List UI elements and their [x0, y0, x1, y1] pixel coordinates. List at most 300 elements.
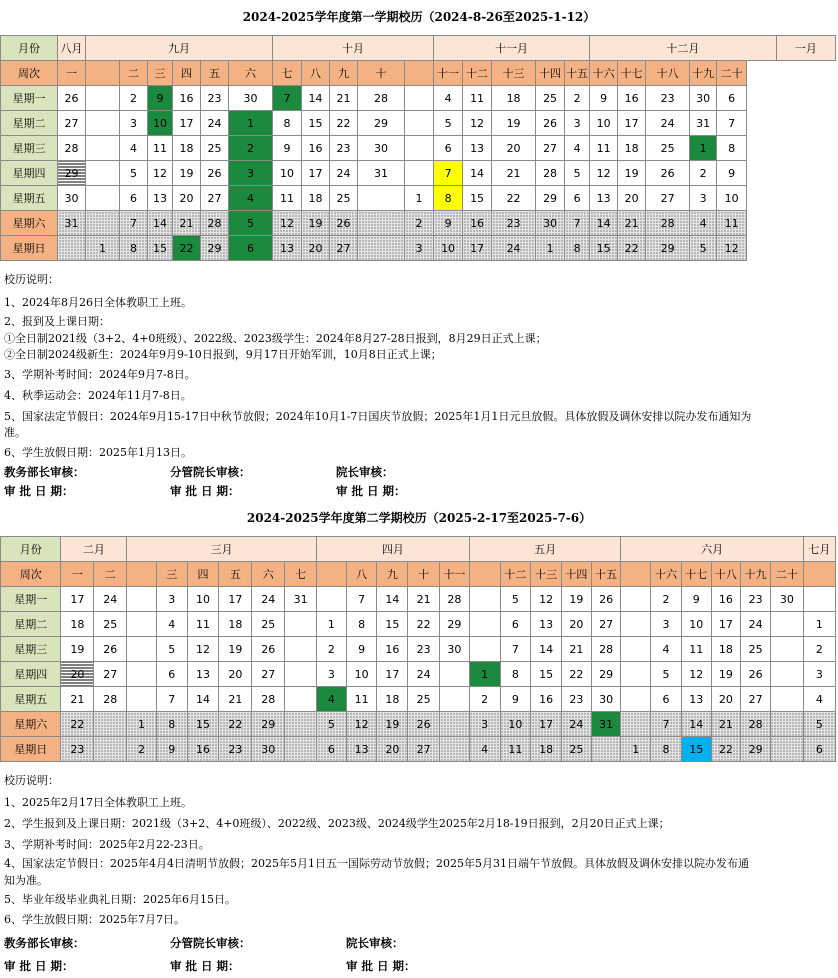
day-cell: 18: [61, 612, 94, 637]
day-cell: 27: [646, 186, 690, 211]
day-cell: [86, 86, 120, 111]
weekday-label: 星期二: [1, 111, 58, 136]
day-cell: 23: [741, 587, 771, 612]
day-cell: 15: [681, 737, 711, 762]
day-cell: 31: [58, 211, 86, 236]
day-cell: 29: [440, 612, 470, 637]
day-cell: 11: [681, 637, 711, 662]
day-cell: 3: [469, 712, 500, 737]
week-number: 十八: [711, 562, 741, 587]
day-cell: 14: [148, 211, 173, 236]
day-cell: 31: [285, 587, 317, 612]
calendar2-note: 4、国家法定节假日：2025年4月4日清明节放假；2025年5月1日五一国际劳动节放假；2025年5月31日端午节放假。具体放假及调休安排以院办发布通: [4, 857, 749, 870]
day-cell: 19: [377, 712, 408, 737]
day-cell: 13: [681, 687, 711, 712]
day-cell: 5: [434, 111, 463, 136]
day-cell: 24: [646, 111, 690, 136]
day-cell: 18: [492, 86, 536, 111]
day-cell: 3: [156, 587, 187, 612]
day-cell: 23: [562, 687, 592, 712]
day-cell: 3: [690, 186, 717, 211]
day-cell: 23: [219, 737, 252, 762]
day-cell: 5: [229, 211, 273, 236]
day-cell: 11: [187, 612, 219, 637]
day-cell: 25: [646, 136, 690, 161]
day-cell: 19: [61, 637, 94, 662]
calendar2-note: 1、2025年2月17日全体教职工上班。: [4, 796, 192, 809]
day-cell: 3: [120, 111, 148, 136]
day-cell: 13: [187, 662, 219, 687]
day-cell: 27: [201, 186, 229, 211]
day-cell: 18: [711, 637, 741, 662]
week-number: 十五: [591, 562, 621, 587]
day-cell: 6: [803, 737, 835, 762]
day-cell: 16: [463, 211, 492, 236]
day-cell: 24: [408, 662, 440, 687]
day-cell: 27: [94, 662, 127, 687]
day-cell: 6: [120, 186, 148, 211]
day-cell: 2: [803, 637, 835, 662]
calendar2-note: 2、学生报到及上课日期：2021级（3+2、4+0班级）、2022级、2023级、2024级学生2025年2月18-19日报到，2月20日正式上课；: [4, 817, 670, 830]
day-cell: 23: [646, 86, 690, 111]
day-cell: 22: [330, 111, 358, 136]
day-cell: 14: [377, 587, 408, 612]
day-cell: 13: [531, 612, 562, 637]
day-cell: 14: [302, 86, 330, 111]
day-cell: 10: [681, 612, 711, 637]
calendar1-note: ②全日制2024级新生：2024年9月9-10日报到，9月17日开始军训，10月8日正式上课；: [4, 348, 442, 361]
day-cell: 6: [717, 86, 747, 111]
week-number: 十三: [492, 61, 536, 86]
day-cell: 26: [252, 637, 285, 662]
day-cell: [358, 236, 405, 261]
day-cell: 30: [536, 211, 565, 236]
day-cell: 18: [219, 612, 252, 637]
day-cell: 8: [717, 136, 747, 161]
day-cell: 19: [562, 587, 592, 612]
day-cell: [440, 687, 470, 712]
day-cell: 18: [173, 136, 201, 161]
day-cell: 19: [302, 211, 330, 236]
month-header: 八月: [58, 36, 86, 61]
day-cell: 12: [273, 211, 302, 236]
day-cell: 15: [302, 111, 330, 136]
calendar1-sig-president: 院长审核：: [336, 465, 394, 479]
calendar2-note: 3、学期补考时间：2025年2月22-23日。: [4, 838, 210, 851]
day-cell: 5: [317, 712, 347, 737]
day-cell: 1: [690, 136, 717, 161]
calendar1-sig-dept: 教务部长审核：: [4, 465, 85, 479]
calendar2-table: [0, 536, 836, 762]
calendar1-sig-date-1: 审 批 日 期：: [4, 484, 74, 498]
week-number: 七: [273, 61, 302, 86]
calendar2-note: 知为准。: [4, 874, 48, 887]
calendar1-sig-vice: 分管院长审核：: [170, 465, 251, 479]
day-cell: 7: [565, 211, 590, 236]
calendar2-sig-date-2: 审 批 日 期：: [170, 959, 240, 973]
day-cell: 11: [717, 211, 747, 236]
day-cell: [405, 161, 434, 186]
calendar1-note: ①全日制2021级（3+2、4+0班级）、2022级、2023级学生：2024年8月27-28日报到，8月29日正式上课；: [4, 332, 547, 345]
day-cell: 22: [219, 712, 252, 737]
day-cell: 17: [219, 587, 252, 612]
day-cell: 21: [219, 687, 252, 712]
day-cell: 11: [590, 136, 618, 161]
day-cell: [86, 186, 120, 211]
day-cell: 9: [346, 637, 377, 662]
day-cell: 28: [536, 161, 565, 186]
day-cell: 4: [690, 211, 717, 236]
day-cell: 1: [86, 236, 120, 261]
day-cell: 20: [302, 236, 330, 261]
weekday-label: 星期五: [1, 186, 58, 211]
calendar1-notes-title: 校历说明：: [4, 273, 59, 286]
day-cell: [285, 737, 317, 762]
day-cell: 20: [562, 612, 592, 637]
day-cell: 19: [173, 161, 201, 186]
week-number: 十二: [463, 61, 492, 86]
day-cell: [127, 662, 157, 687]
week-number: 六: [229, 61, 273, 86]
day-cell: 30: [591, 687, 621, 712]
month-header: 三月: [127, 537, 317, 562]
day-cell: 24: [201, 111, 229, 136]
weekday-label: 星期六: [1, 712, 61, 737]
day-cell: [621, 612, 651, 637]
day-cell: 27: [536, 136, 565, 161]
week-number: 三: [156, 562, 187, 587]
day-cell: 12: [187, 637, 219, 662]
day-cell: [770, 737, 803, 762]
day-cell: 12: [681, 662, 711, 687]
week-number: [405, 61, 434, 86]
day-cell: 17: [302, 161, 330, 186]
week-number: 十三: [531, 562, 562, 587]
day-cell: 13: [346, 737, 377, 762]
month-header: 九月: [86, 36, 273, 61]
day-cell: 17: [173, 111, 201, 136]
calendar2-note: 5、毕业年级毕业典礼日期：2025年6月15日。: [4, 893, 236, 906]
month-row-label: 月份: [1, 537, 61, 562]
week-number: 二十: [717, 61, 747, 86]
day-cell: [770, 712, 803, 737]
day-cell: 4: [434, 86, 463, 111]
day-cell: 7: [717, 111, 747, 136]
day-cell: 27: [408, 737, 440, 762]
day-cell: 9: [590, 86, 618, 111]
day-cell: 1: [469, 662, 500, 687]
day-cell: 15: [590, 236, 618, 261]
day-cell: [591, 737, 621, 762]
day-cell: 27: [591, 612, 621, 637]
day-cell: 2: [690, 161, 717, 186]
month-header: 四月: [317, 537, 470, 562]
day-cell: [94, 712, 127, 737]
day-cell: [127, 637, 157, 662]
day-cell: [770, 637, 803, 662]
day-cell: 2: [120, 86, 148, 111]
day-cell: 24: [330, 161, 358, 186]
day-cell: 7: [156, 687, 187, 712]
day-cell: [127, 687, 157, 712]
month-header: 六月: [621, 537, 803, 562]
week-number: 十八: [646, 61, 690, 86]
month-header: 五月: [469, 537, 621, 562]
week-number: 四: [187, 562, 219, 587]
weekday-label: 星期三: [1, 637, 61, 662]
day-cell: 22: [562, 662, 592, 687]
day-cell: 3: [651, 612, 682, 637]
day-cell: 22: [408, 612, 440, 637]
day-cell: [285, 662, 317, 687]
weekday-label: 星期一: [1, 587, 61, 612]
day-cell: 4: [317, 687, 347, 712]
day-cell: 10: [434, 236, 463, 261]
calendar2-title: 2024-2025学年度第二学期校历（2025-2-17至2025-7-6）: [246, 511, 592, 525]
day-cell: 2: [469, 687, 500, 712]
month-header: 二月: [61, 537, 127, 562]
day-cell: 8: [273, 111, 302, 136]
day-cell: 28: [94, 687, 127, 712]
day-cell: 3: [565, 111, 590, 136]
day-cell: 9: [681, 587, 711, 612]
day-cell: 11: [148, 136, 173, 161]
month-header: 七月: [803, 537, 835, 562]
day-cell: 6: [565, 186, 590, 211]
day-cell: 11: [500, 737, 531, 762]
day-cell: 15: [377, 612, 408, 637]
day-cell: [621, 662, 651, 687]
day-cell: 26: [591, 587, 621, 612]
day-cell: [405, 111, 434, 136]
day-cell: 21: [492, 161, 536, 186]
day-cell: [621, 712, 651, 737]
week-number: 十七: [681, 562, 711, 587]
day-cell: 4: [120, 136, 148, 161]
day-cell: 25: [201, 136, 229, 161]
week-number: 十五: [565, 61, 590, 86]
day-cell: 10: [273, 161, 302, 186]
day-cell: 21: [61, 687, 94, 712]
day-cell: 26: [201, 161, 229, 186]
day-cell: 9: [273, 136, 302, 161]
day-cell: 12: [148, 161, 173, 186]
day-cell: 4: [565, 136, 590, 161]
calendar2-sig-date-3: 审 批 日 期：: [346, 959, 416, 973]
calendar1-sig-date-3: 审 批 日 期：: [336, 484, 406, 498]
day-cell: 11: [273, 186, 302, 211]
day-cell: [803, 587, 835, 612]
day-cell: 22: [173, 236, 201, 261]
day-cell: 26: [646, 161, 690, 186]
day-cell: 12: [463, 111, 492, 136]
day-cell: 9: [500, 687, 531, 712]
week-number: 一: [58, 61, 86, 86]
calendar2-sig-vice: 分管院长审核：: [170, 936, 251, 950]
day-cell: 15: [187, 712, 219, 737]
day-cell: 22: [61, 712, 94, 737]
day-cell: 10: [148, 111, 173, 136]
day-cell: 31: [591, 712, 621, 737]
day-cell: 29: [358, 111, 405, 136]
week-number: 十四: [562, 562, 592, 587]
weekday-label: 星期五: [1, 687, 61, 712]
day-cell: 9: [717, 161, 747, 186]
day-cell: 14: [681, 712, 711, 737]
week-number: [127, 562, 157, 587]
day-cell: 28: [741, 712, 771, 737]
day-cell: 16: [173, 86, 201, 111]
month-header: 十月: [273, 36, 434, 61]
day-cell: 20: [711, 687, 741, 712]
day-cell: 7: [273, 86, 302, 111]
day-cell: 14: [531, 637, 562, 662]
day-cell: 1: [536, 236, 565, 261]
day-cell: 26: [94, 637, 127, 662]
day-cell: 13: [148, 186, 173, 211]
day-cell: 28: [252, 687, 285, 712]
day-cell: 24: [94, 587, 127, 612]
day-cell: 29: [201, 236, 229, 261]
weekday-label: 星期三: [1, 136, 58, 161]
day-cell: 11: [346, 687, 377, 712]
day-cell: [86, 211, 120, 236]
day-cell: [94, 737, 127, 762]
week-row-label: 周次: [1, 61, 58, 86]
calendar1-note: 4、秋季运动会：2024年11月7-8日。: [4, 389, 192, 402]
day-cell: 1: [127, 712, 157, 737]
day-cell: 25: [408, 687, 440, 712]
day-cell: 3: [405, 236, 434, 261]
day-cell: 16: [531, 687, 562, 712]
day-cell: [770, 687, 803, 712]
day-cell: 12: [346, 712, 377, 737]
week-number: 五: [201, 61, 229, 86]
day-cell: 2: [405, 211, 434, 236]
day-cell: 30: [690, 86, 717, 111]
day-cell: 20: [173, 186, 201, 211]
weekday-label: 星期一: [1, 86, 58, 111]
day-cell: 27: [741, 687, 771, 712]
day-cell: 9: [156, 737, 187, 762]
day-cell: 4: [651, 637, 682, 662]
day-cell: 2: [229, 136, 273, 161]
day-cell: 28: [646, 211, 690, 236]
day-cell: 20: [61, 662, 94, 687]
weekday-label: 星期六: [1, 211, 58, 236]
day-cell: 8: [500, 662, 531, 687]
day-cell: 2: [565, 86, 590, 111]
day-cell: 1: [229, 111, 273, 136]
day-cell: 10: [187, 587, 219, 612]
day-cell: 16: [618, 86, 646, 111]
day-cell: 12: [590, 161, 618, 186]
day-cell: 25: [741, 637, 771, 662]
day-cell: 17: [377, 662, 408, 687]
day-cell: 24: [492, 236, 536, 261]
week-number: 七: [285, 562, 317, 587]
day-cell: [469, 612, 500, 637]
day-cell: 5: [120, 161, 148, 186]
day-cell: 15: [463, 186, 492, 211]
day-cell: [127, 587, 157, 612]
week-number: 十四: [536, 61, 565, 86]
calendar1-table: [0, 35, 836, 261]
day-cell: 29: [646, 236, 690, 261]
day-cell: 3: [803, 662, 835, 687]
day-cell: 12: [717, 236, 747, 261]
week-number: 十: [408, 562, 440, 587]
day-cell: 7: [434, 161, 463, 186]
calendar1-sig-date-2: 审 批 日 期：: [170, 484, 240, 498]
day-cell: 27: [330, 236, 358, 261]
day-cell: 14: [590, 211, 618, 236]
calendar1-note: 准。: [4, 426, 26, 439]
week-number: 十六: [651, 562, 682, 587]
day-cell: 8: [434, 186, 463, 211]
day-cell: 5: [565, 161, 590, 186]
day-cell: 8: [156, 712, 187, 737]
day-cell: 17: [618, 111, 646, 136]
day-cell: [440, 712, 470, 737]
day-cell: [86, 111, 120, 136]
day-cell: 30: [229, 86, 273, 111]
day-cell: [86, 161, 120, 186]
calendar2-sig-date-1: 审 批 日 期：: [4, 959, 74, 973]
week-number: 四: [173, 61, 201, 86]
day-cell: 4: [229, 186, 273, 211]
day-cell: 8: [651, 737, 682, 762]
day-cell: 7: [651, 712, 682, 737]
day-cell: 25: [536, 86, 565, 111]
day-cell: [440, 737, 470, 762]
day-cell: 25: [94, 612, 127, 637]
month-row-label: 月份: [1, 36, 58, 61]
week-number: 五: [219, 562, 252, 587]
weekday-label: 星期四: [1, 161, 58, 186]
calendar2-sig-president: 院长审核：: [346, 936, 404, 950]
week-number: 八: [302, 61, 330, 86]
day-cell: 24: [252, 587, 285, 612]
day-cell: 8: [120, 236, 148, 261]
day-cell: 17: [711, 612, 741, 637]
day-cell: 28: [358, 86, 405, 111]
day-cell: 25: [562, 737, 592, 762]
day-cell: 25: [330, 186, 358, 211]
calendar2-note: 6、学生放假日期：2025年7月7日。: [4, 913, 185, 926]
day-cell: [86, 136, 120, 161]
day-cell: [405, 136, 434, 161]
day-cell: 23: [492, 211, 536, 236]
day-cell: 24: [562, 712, 592, 737]
day-cell: 10: [346, 662, 377, 687]
day-cell: 6: [651, 687, 682, 712]
day-cell: 20: [219, 662, 252, 687]
week-number: 六: [252, 562, 285, 587]
day-cell: 27: [252, 662, 285, 687]
day-cell: 16: [302, 136, 330, 161]
day-cell: 21: [618, 211, 646, 236]
day-cell: [770, 612, 803, 637]
day-cell: 5: [156, 637, 187, 662]
day-cell: 18: [618, 136, 646, 161]
week-number: 二: [120, 61, 148, 86]
day-cell: [285, 687, 317, 712]
week-number: 十一: [440, 562, 470, 587]
day-cell: 19: [618, 161, 646, 186]
day-cell: 10: [717, 186, 747, 211]
week-number: [469, 562, 500, 587]
